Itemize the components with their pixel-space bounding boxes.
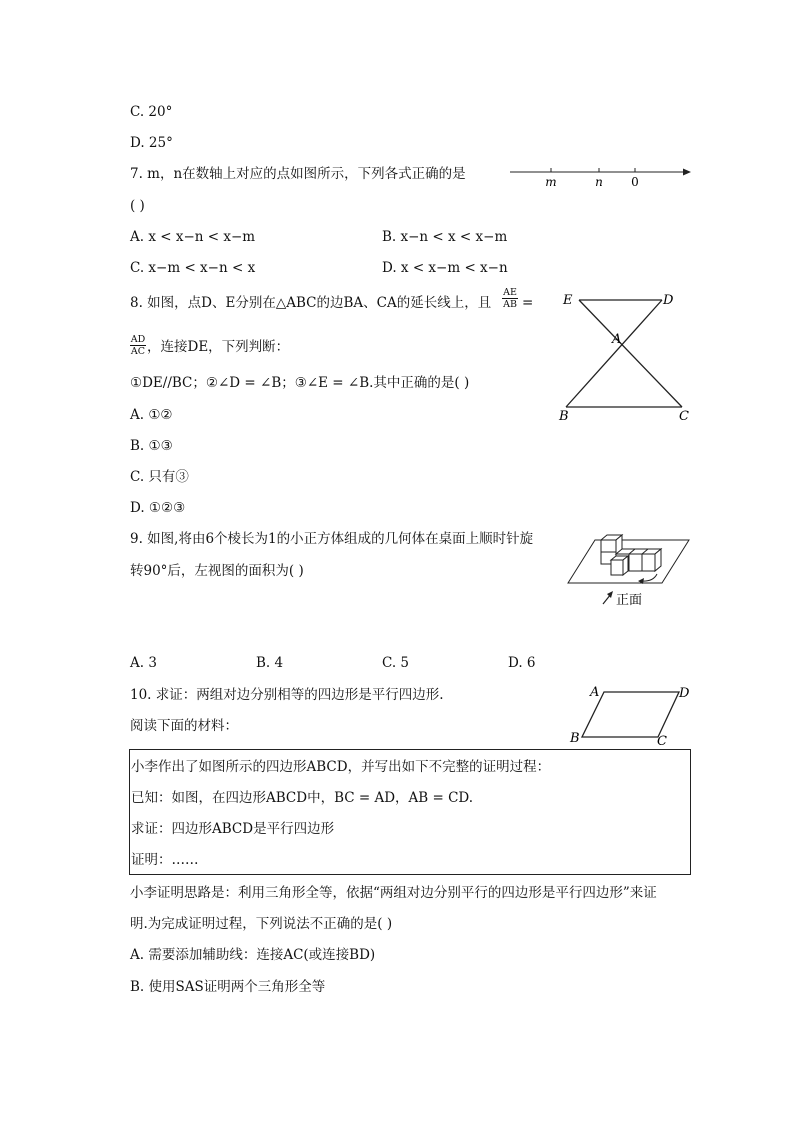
material-line-2: 已知：如图，在四边形ABCD中，BC = AD，AB = CD. — [131, 790, 474, 806]
q6-option-c: C. 20° — [130, 104, 173, 120]
q8-frac2-numerator: AD — [130, 334, 146, 345]
q9-option-a: A. 3 — [130, 655, 157, 671]
q10-reasoning-line-2: 明.为完成证明过程，下列说法不正确的是( ) — [130, 916, 393, 932]
q10-option-a: A. 需要添加辅助线：连接AC(或连接BD) — [130, 947, 376, 963]
q8-stem-part3: ①DE//BC；②∠D = ∠B；③∠E = ∠B.其中正确的是( ) — [130, 375, 470, 391]
q7-paren: ( ) — [130, 198, 145, 214]
q8-frac1-numerator: AE — [503, 287, 517, 298]
label-c: C — [679, 409, 689, 424]
material-line-4: 证明：…… — [131, 852, 199, 868]
q8-option-d: D. ①②③ — [130, 500, 186, 516]
q9-option-c: C. 5 — [382, 655, 410, 671]
q7-option-a: A. x < x−n < x−m — [130, 229, 256, 245]
q10-reasoning-line-1: 小李证明思路是：利用三角形全等，依据“两组对边分别平行的四边形是平行四边形”来证 — [130, 885, 657, 901]
parallelogram-figure — [565, 682, 695, 748]
q9-stem-part1: 9. 如图,将由6个棱长为1的小正方体组成的几何体在桌面上顺时针旋 — [130, 531, 534, 547]
material-line-1: 小李作出了如图所示的四边形ABCD，并写出如下不完整的证明过程： — [131, 759, 551, 775]
q8-equals: = — [522, 295, 534, 311]
para-label-b: B — [570, 731, 580, 746]
q6-option-d: D. 25° — [130, 135, 173, 151]
q8-frac1-denominator: AB — [503, 299, 517, 310]
label-e: E — [563, 293, 573, 308]
axis-label-n: n — [595, 175, 603, 189]
para-label-a: A — [590, 685, 600, 700]
q8-frac2-denominator: AC — [130, 346, 146, 357]
label-a: A — [612, 332, 622, 347]
q8-option-a: A. ①② — [130, 407, 173, 423]
triangle-figure — [552, 288, 697, 424]
q9-stem-part2: 转90°后，左视图的面积为( ) — [130, 563, 304, 579]
q8-option-c: C. 只有③ — [130, 469, 189, 485]
q10-option-b: B. 使用SAS证明两个三角形全等 — [130, 979, 326, 995]
q7-stem: 7. m，n在数轴上对应的点如图所示，下列各式正确的是 — [130, 166, 466, 182]
number-line-figure — [505, 160, 695, 192]
material-line-3: 求证：四边形ABCD是平行四边形 — [131, 821, 335, 837]
q10-stem: 10. 求证：两组对边分别相等的四边形是平行四边形. — [130, 687, 444, 703]
q9-option-d: D. 6 — [508, 655, 536, 671]
front-view-label: 正面 — [616, 593, 643, 608]
axis-label-zero: 0 — [631, 175, 639, 189]
q7-option-d: D. x < x−m < x−n — [382, 260, 508, 276]
q8-stem-part1: 8. 如图，点D、E分别在△ABC的边BA、CA的延长线上，且 — [130, 295, 492, 311]
q7-option-c: C. x−m < x−n < x — [130, 260, 256, 276]
q8-stem-part2: ，连接DE，下列判断： — [147, 339, 290, 355]
q8-option-b: B. ①③ — [130, 438, 173, 454]
para-label-c: C — [657, 734, 667, 748]
q8-fraction-ae-ab — [502, 287, 518, 310]
label-b: B — [559, 409, 569, 424]
para-label-d: D — [679, 686, 690, 701]
cubes-figure — [565, 528, 695, 610]
q7-option-b: B. x−n < x < x−m — [382, 229, 508, 245]
q9-option-b: B. 4 — [256, 655, 284, 671]
q8-fraction-ad-ac — [130, 334, 146, 357]
axis-label-m: m — [545, 175, 557, 189]
label-d: D — [663, 293, 674, 308]
q10-read-instruction: 阅读下面的材料： — [130, 718, 238, 734]
